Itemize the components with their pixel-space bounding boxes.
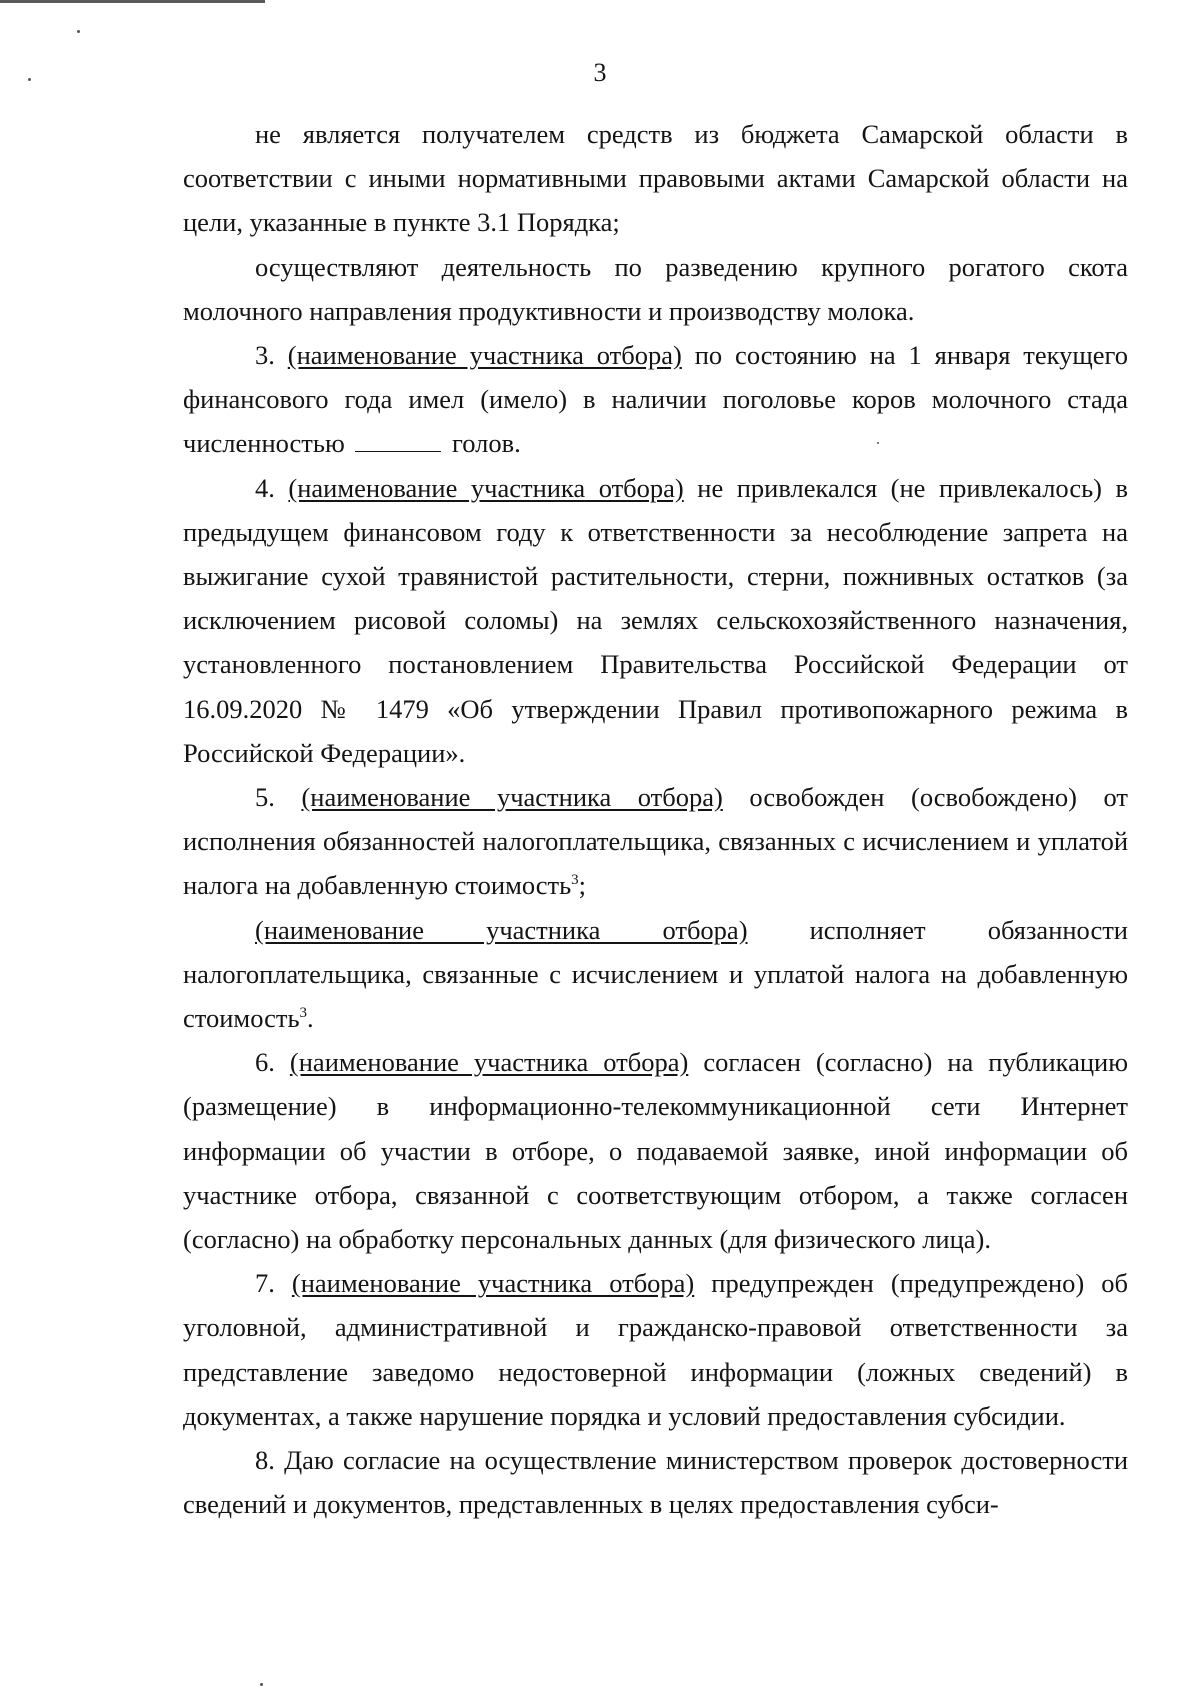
paragraph (183, 775, 1128, 908)
scan-speck (260, 1683, 263, 1686)
paragraph (183, 466, 1128, 775)
participant-placeholder: (наименование участника отбора) (289, 1047, 689, 1078)
participant-placeholder: (наименование участника отбора) (291, 1268, 695, 1299)
document-body (183, 112, 1128, 1527)
item-number: 7. (255, 1268, 275, 1299)
paragraph (183, 112, 1128, 245)
blank-field (355, 431, 441, 452)
paragraph-text: согласен (согласно) на публикацию (размещение) в информационно-телекоммуникационной сети Интернет информации об участии в отборе, о подаваемой заявке, иной информации об участнике отбора, связанной с соответствующим отбором, а также согласен (согласно) на обработку персональных данных (для физического лица). (183, 1047, 1129, 1255)
scan-speck (77, 30, 80, 33)
paragraph-text: предупрежден (предупреждено) об уголовной, административной и гражданско-правовой ответственности за представление заведомо недостоверной информации (ложных сведений) в документах, а также нарушение порядка и условий предоставления субсидии. (183, 1268, 1128, 1431)
item-number: 8. (255, 1445, 275, 1476)
paragraph-text: голов. (452, 428, 521, 459)
paragraph-text: исполняет обязанности налогоплательщика, связанные с исчислением и уплатой налога на добавленную стоимость (183, 914, 1128, 1034)
item-number: 4. (255, 472, 275, 503)
paragraph-text: Даю согласие на осуществление министерством проверок достоверности сведений и документов, представленных в целях предоставления субси- (183, 1445, 1128, 1520)
paragraph (183, 1261, 1128, 1438)
footnote-marker: 3 (299, 1005, 308, 1022)
participant-placeholder: (наименование участника отбора) (301, 782, 723, 813)
paragraph (183, 1040, 1128, 1261)
participant-placeholder: (наименование участника отбора) (287, 340, 682, 371)
paragraph-text: по состоянию на 1 января текущего финансового года имел (имело) в наличии поголовье коров молочного стада численностью (183, 340, 1129, 459)
participant-placeholder: (наименование участника отбора) (255, 914, 748, 945)
item-number: 3. (255, 340, 275, 371)
paragraph-text: осуществляют деятельность по разведению крупного рогатого скота молочного направления продуктивности и производству молока. (183, 251, 1128, 326)
paragraph-text: не является получателем средств из бюджета Самарской области в соответствии с иными нормативными правовыми актами Самарской области на цели, указанные в пункте 3.1 Порядка; (183, 119, 1128, 238)
paragraph-text: не привлекался (не привлекалось) в предыдущем финансовом году к ответственности за несоблюдение запрета на выжигание сухой травянистой растительности, стерни, пожнивных остатков (за исключением рисовой соломы) на землях сельскохозяйственного назначения, установленного постановлением Правительства Российской Федерации от 16.09.2020 № 1479 «Об утверждении Правил противопожарного режима в Российской Федерации». (183, 472, 1129, 768)
punctuation: ; (578, 870, 587, 901)
item-number: 5. (255, 782, 275, 813)
paragraph (183, 908, 1128, 1041)
paragraph (183, 333, 1128, 466)
item-number: 6. (255, 1047, 275, 1078)
scan-edge-line (0, 0, 265, 3)
participant-placeholder: (наименование участника отбора) (288, 472, 684, 503)
punctuation: . (307, 1003, 314, 1034)
page-number: 3 (593, 58, 607, 87)
paragraph-text: освобожден (освобождено) от исполнения обязанностей налогоплательщика, связанных с исчислением и уплатой налога на добавленную стоимость (183, 782, 1129, 901)
footnote-marker: 3 (571, 872, 579, 889)
paragraph (183, 245, 1128, 333)
paragraph (183, 1438, 1128, 1526)
